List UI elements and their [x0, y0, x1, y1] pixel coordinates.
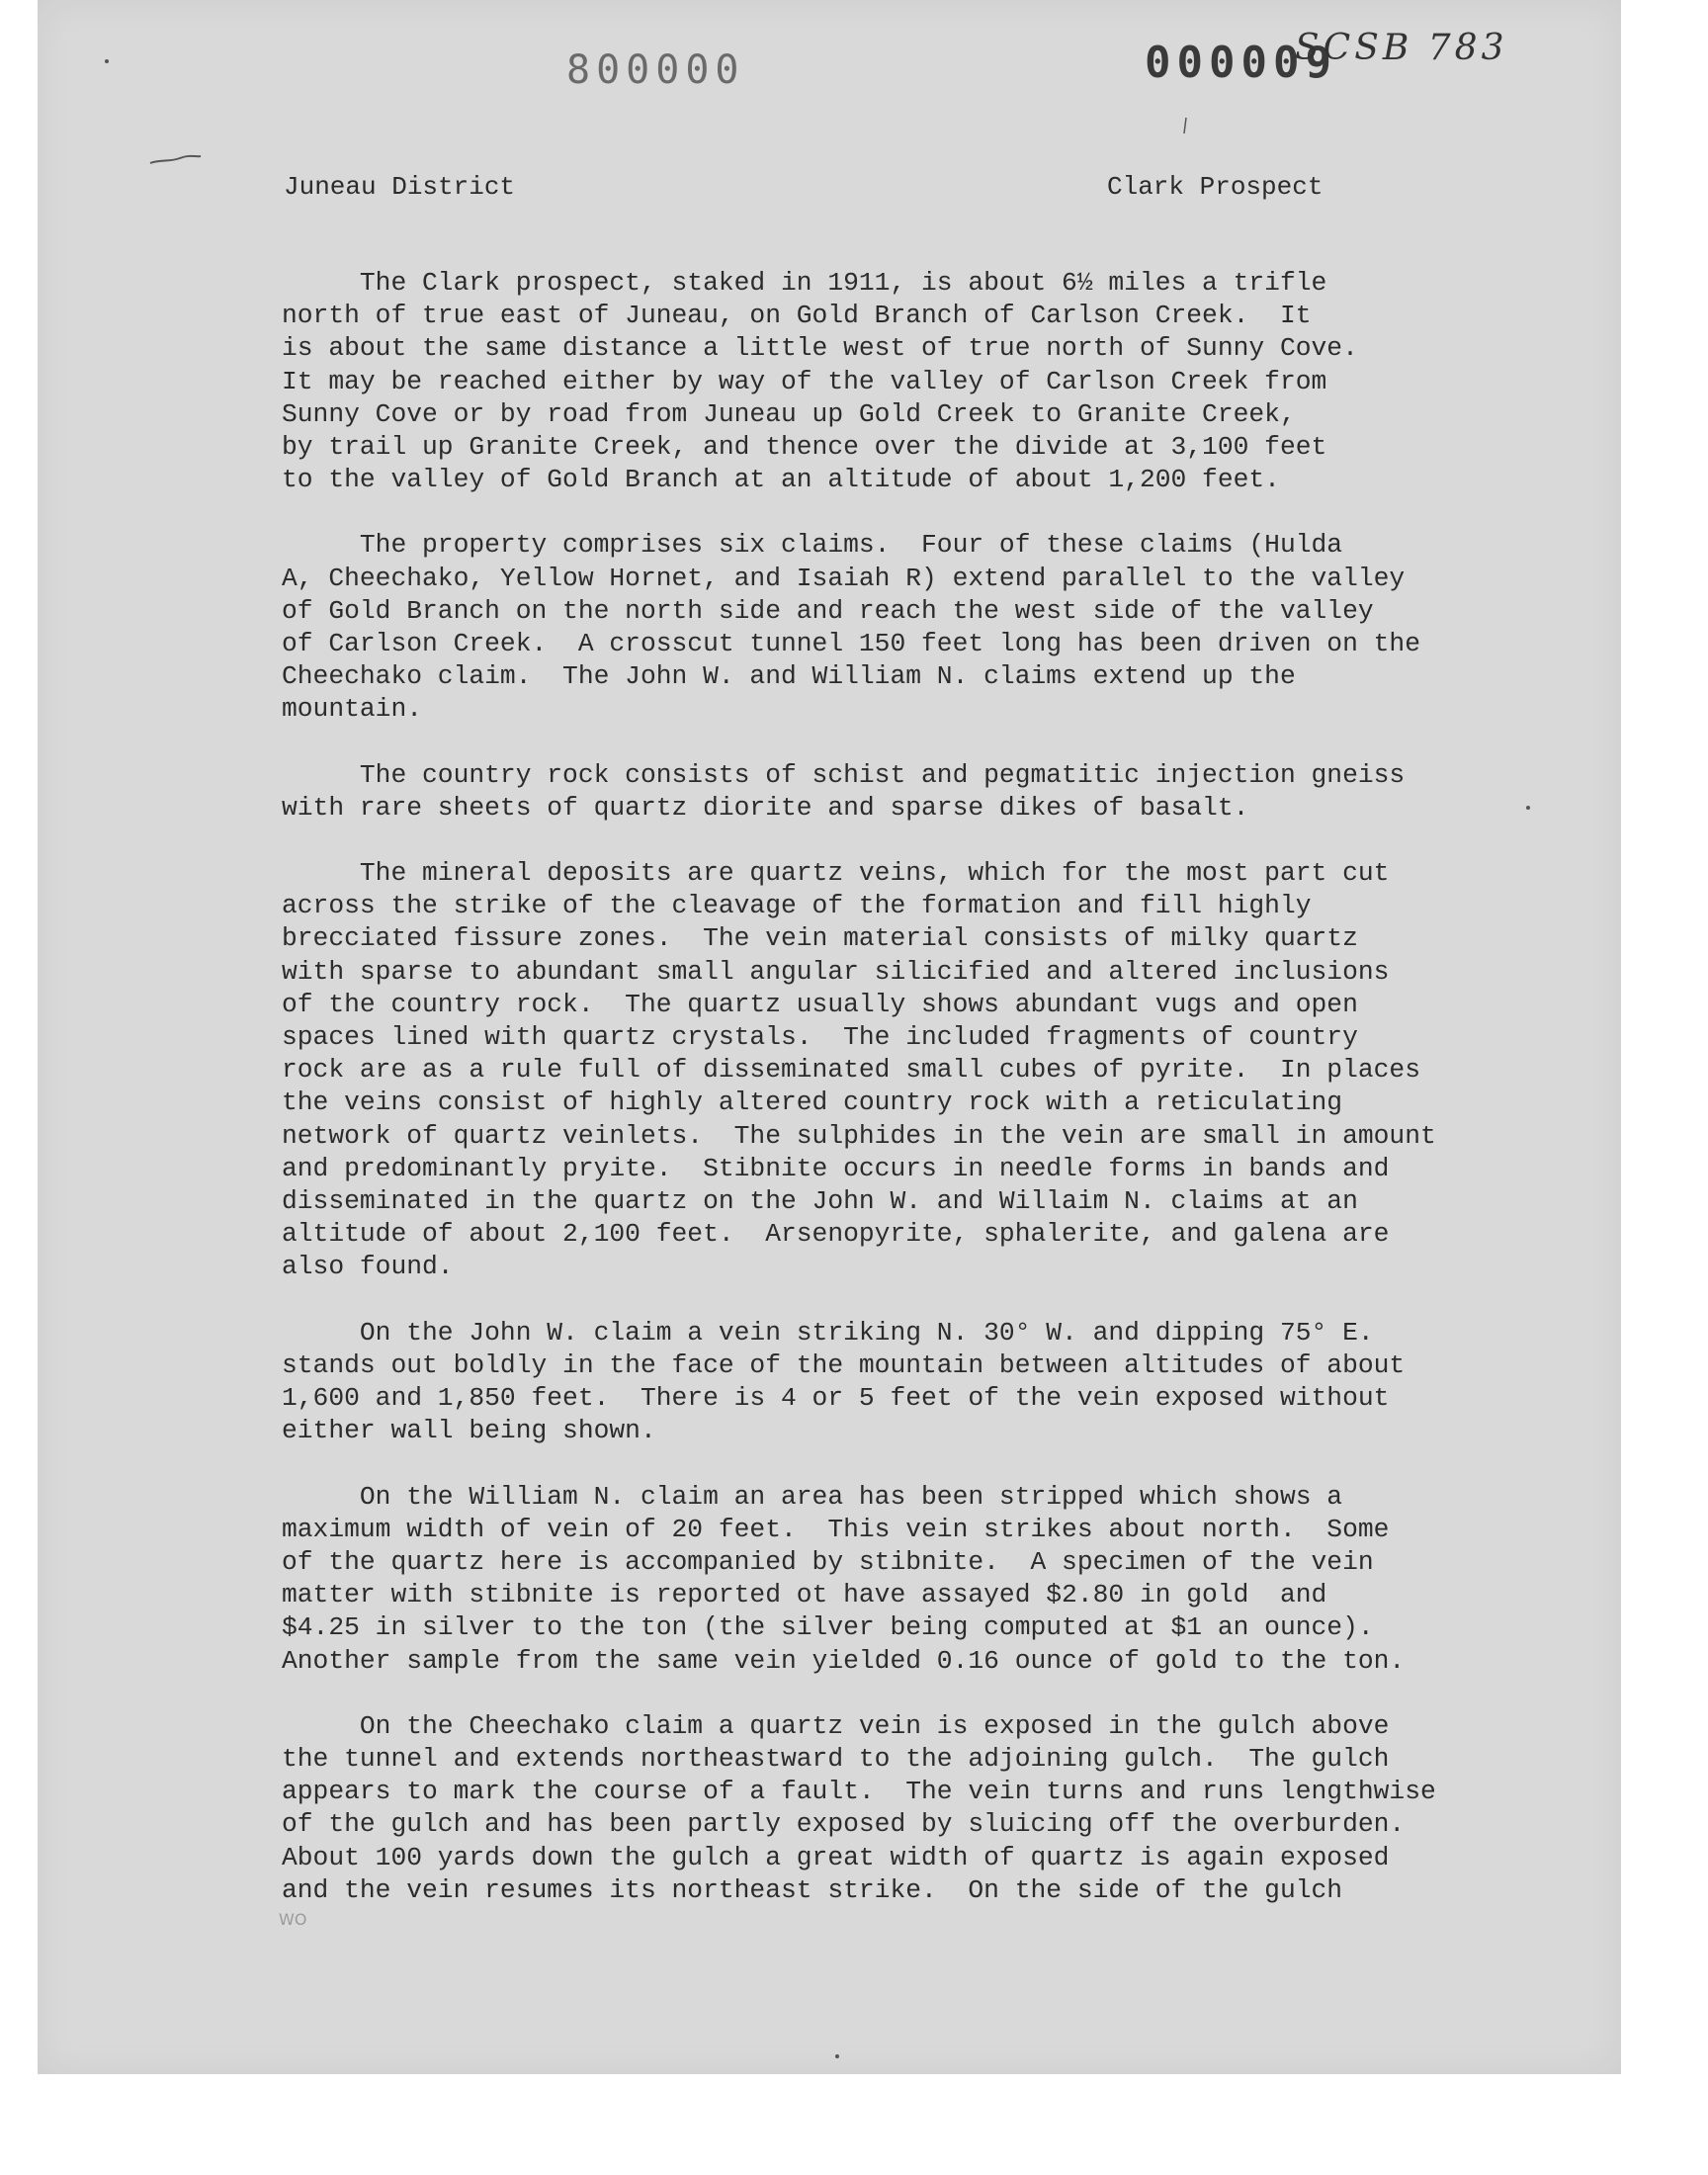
text-line: maximum width of vein of 20 feet. This vein strikes about north. Some [282, 1514, 1390, 1544]
text-line: $4.25 in silver to the ton (the silver being computed at $1 an ounce). [282, 1612, 1374, 1643]
text-line: Another sample from the same vein yielded 0.16 ounce of gold to the ton. [282, 1645, 1406, 1676]
text-line: either wall being shown. [282, 1416, 656, 1446]
text-line: appears to mark the course of a fault. The vein turns and runs lengthwise [282, 1777, 1436, 1807]
paragraph-country-rock [282, 759, 1517, 825]
text-line: of the gulch and has been partly exposed by sluicing off the overburden. [282, 1809, 1406, 1840]
text-line: matter with stibnite is reported ot have assayed $2.80 in gold and [282, 1580, 1327, 1610]
text-line: 1,600 and 1,850 feet. There is 4 or 5 feet of the vein exposed without [282, 1383, 1390, 1414]
paragraph-william-n-claim [282, 1481, 1517, 1678]
text-line: About 100 yards down the gulch a great width of quartz is again exposed [282, 1842, 1390, 1872]
paragraph-property [282, 529, 1517, 726]
paragraph-mineral-deposits [282, 857, 1517, 1284]
report-body [282, 267, 1517, 1940]
page-stamp-right: 000009 [1145, 38, 1337, 88]
text-line: the tunnel and extends northeastward to the adjoining gulch. The gulch [282, 1743, 1390, 1774]
page-margin [0, 2074, 1708, 2175]
text-line: with sparse to abundant small angular silicified and altered inclusions [282, 956, 1390, 987]
text-line: the veins consist of highly altered country rock with a reticulating [282, 1088, 1343, 1118]
text-line: mountain. [282, 694, 423, 725]
text-line: The country rock consists of schist and pegmatitic injection gneiss [282, 759, 1406, 790]
text-line: The Clark prospect, staked in 1911, is about 6½ miles a trifle [282, 268, 1327, 298]
text-line: On the William N. claim an area has been stripped which shows a [282, 1481, 1343, 1512]
text-line: is about the same distance a little west of true north of Sunny Cove. [282, 333, 1358, 364]
district-heading: Juneau District [284, 172, 516, 202]
text-line: of the country rock. The quartz usually shows abundant vugs and open [282, 989, 1358, 1019]
text-line: across the strike of the cleavage of the formation and fill highly [282, 891, 1312, 921]
text-line: network of quartz veinlets. The sulphides in the vein are small in amount [282, 1120, 1436, 1151]
text-line: and the vein resumes its northeast strike. On the side of the gulch [282, 1874, 1343, 1905]
tick-mark-icon [1182, 117, 1188, 134]
prospect-heading: Clark Prospect [1107, 172, 1324, 202]
text-line: stands out boldly in the face of the mountain between altitudes of about [282, 1349, 1406, 1380]
text-line: and predominantly pryite. Stibnite occurs in needle forms in bands and [282, 1153, 1390, 1183]
text-line: disseminated in the quartz on the John W. and Willaim N. claims at an [282, 1186, 1358, 1217]
text-line: rock are as a rule full of disseminated small cubes of pyrite. In places [282, 1055, 1420, 1086]
paragraph-cheechako-claim [282, 1710, 1517, 1907]
text-line: of Carlson Creek. A crosscut tunnel 150 feet long has been driven on the [282, 629, 1420, 659]
text-line: The property comprises six claims. Four of these claims (Hulda [282, 530, 1343, 561]
text-line: of Gold Branch on the north side and reach the west side of the valley [282, 595, 1374, 626]
typist-mark: WO [279, 1910, 307, 1929]
text-line: A, Cheechako, Yellow Hornet, and Isaiah R) extend parallel to the valley [282, 563, 1406, 593]
text-line: On the John W. claim a vein striking N. 30° W. and dipping 75° E. [282, 1317, 1374, 1348]
pencil-mark-icon [148, 153, 203, 167]
paragraph-location [282, 267, 1517, 496]
text-line: brecciated fissure zones. The vein material consists of milky quartz [282, 923, 1358, 954]
text-line: Cheechako claim. The John W. and William N. claims extend up the [282, 661, 1296, 692]
text-line: of the quartz here is accompanied by stibnite. A specimen of the vein [282, 1546, 1374, 1577]
page-stamp-left: 800000 [566, 47, 745, 93]
text-line: Sunny Cove or by road from Juneau up Gold Creek to Granite Creek, [282, 398, 1296, 429]
text-line: spaces lined with quartz crystals. The included fragments of country [282, 1022, 1358, 1053]
scan-speck [105, 59, 109, 63]
text-line: It may be reached either by way of the valley of Carlson Creek from [282, 366, 1327, 396]
text-line: also found. [282, 1252, 454, 1282]
text-line: with rare sheets of quartz diorite and sparse dikes of basalt. [282, 792, 1249, 823]
scan-speck [1526, 806, 1530, 810]
text-line: to the valley of Gold Branch at an altitude of about 1,200 feet. [282, 465, 1280, 495]
text-line: north of true east of Juneau, on Gold Branch of Carlson Creek. It [282, 301, 1312, 331]
text-line: by trail up Granite Creek, and thence over the divide at 3,100 feet [282, 432, 1327, 463]
paragraph-john-w-claim [282, 1317, 1517, 1448]
scan-speck [835, 2054, 839, 2058]
text-line: The mineral deposits are quartz veins, which for the most part cut [282, 858, 1390, 889]
text-line: On the Cheechako claim a quartz vein is exposed in the gulch above [282, 1710, 1390, 1741]
handwritten-note: SCSB 783 [1295, 28, 1508, 68]
text-line: altitude of about 2,100 feet. Arsenopyrite, sphalerite, and galena are [282, 1219, 1390, 1250]
